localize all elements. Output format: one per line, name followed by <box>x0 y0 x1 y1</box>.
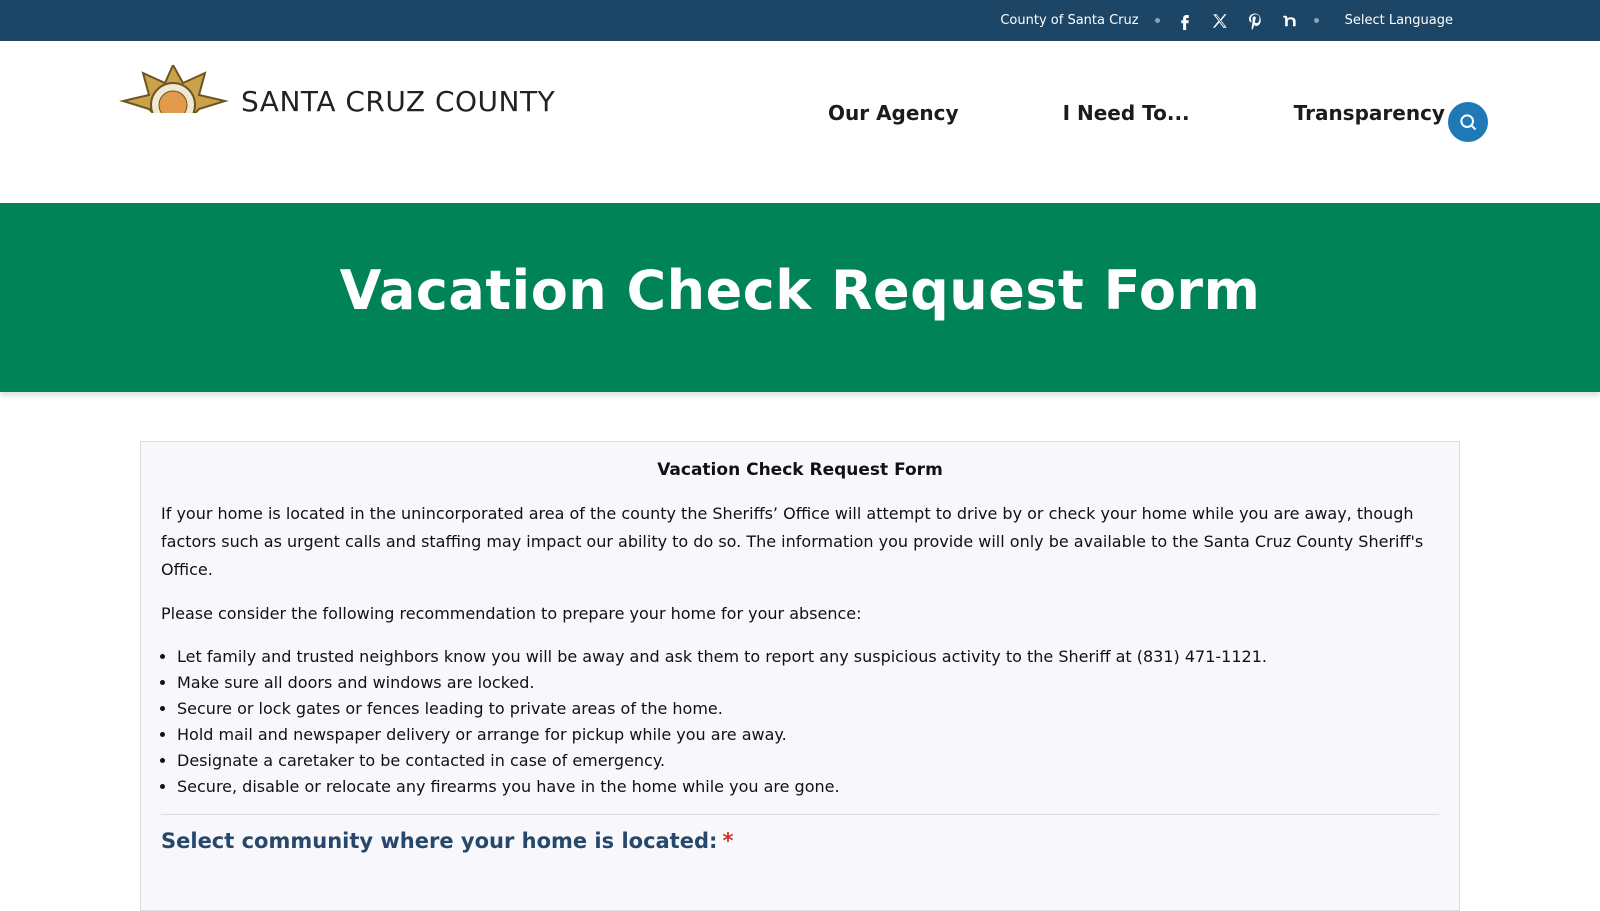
list-item: • Hold mail and newspaper delivery or arrange for pickup while you are away. <box>177 722 1439 748</box>
page-title: Vacation Check Request Form <box>339 259 1261 322</box>
list-item: • Secure or lock gates or fences leading to private areas of the home. <box>177 696 1439 722</box>
x-icon[interactable] <box>1209 10 1231 32</box>
social-links <box>1174 10 1314 32</box>
county-link[interactable]: County of Santa Cruz <box>1000 13 1139 28</box>
search-icon <box>1458 112 1478 132</box>
field-label-text: Select community where your home is located: <box>161 829 718 853</box>
nav-transparency[interactable]: Transparency <box>1293 101 1445 125</box>
site-header <box>0 41 1600 203</box>
utility-bar <box>0 0 1600 41</box>
sheriff-badge-icon <box>115 65 235 113</box>
recommendation-list <box>161 644 1439 800</box>
pinterest-icon[interactable] <box>1244 10 1266 32</box>
community-field-label <box>161 829 1439 853</box>
logo-text: SANTA CRUZ COUNTY <box>241 85 556 113</box>
site-logo[interactable] <box>115 65 575 113</box>
separator-dot <box>1155 18 1160 23</box>
divider <box>161 814 1439 815</box>
facebook-icon[interactable] <box>1174 10 1196 32</box>
utility-links <box>1000 0 1453 41</box>
form-consider: Please consider the following recommendation to prepare your home for your absence: <box>161 604 862 623</box>
list-item: • Secure, disable or relocate any firearms you have in the home while you are gone. <box>177 774 1439 800</box>
separator-dot <box>1314 18 1319 23</box>
nav-i-need-to[interactable]: I Need To... <box>1062 101 1190 125</box>
form-card <box>140 441 1460 911</box>
form-title: Vacation Check Request Form <box>657 460 943 480</box>
form-intro: If your home is located in the unincorporated area of the county the Sheriffs’ Office will attempt to drive by or check your home while you are away, though factors such as urgent calls and staffing may impact our ability to do so. The information you provide will only be available to the Santa Cruz County Sheriff's Office. <box>161 504 1424 579</box>
select-language-link[interactable]: Select Language <box>1344 13 1453 28</box>
required-mark: * <box>722 829 734 853</box>
search-button[interactable] <box>1448 102 1488 142</box>
nav-our-agency[interactable]: Our Agency <box>828 101 959 125</box>
list-item: • Let family and trusted neighbors know you will be away and ask them to report any suspicious activity to the Sheriff at (831) 471-1121. <box>177 644 1439 670</box>
main-nav <box>828 101 1445 125</box>
page-hero <box>0 203 1600 392</box>
list-item: • Make sure all doors and windows are locked. <box>177 670 1439 696</box>
nextdoor-icon[interactable] <box>1279 10 1301 32</box>
list-item: • Designate a caretaker to be contacted in case of emergency. <box>177 748 1439 774</box>
